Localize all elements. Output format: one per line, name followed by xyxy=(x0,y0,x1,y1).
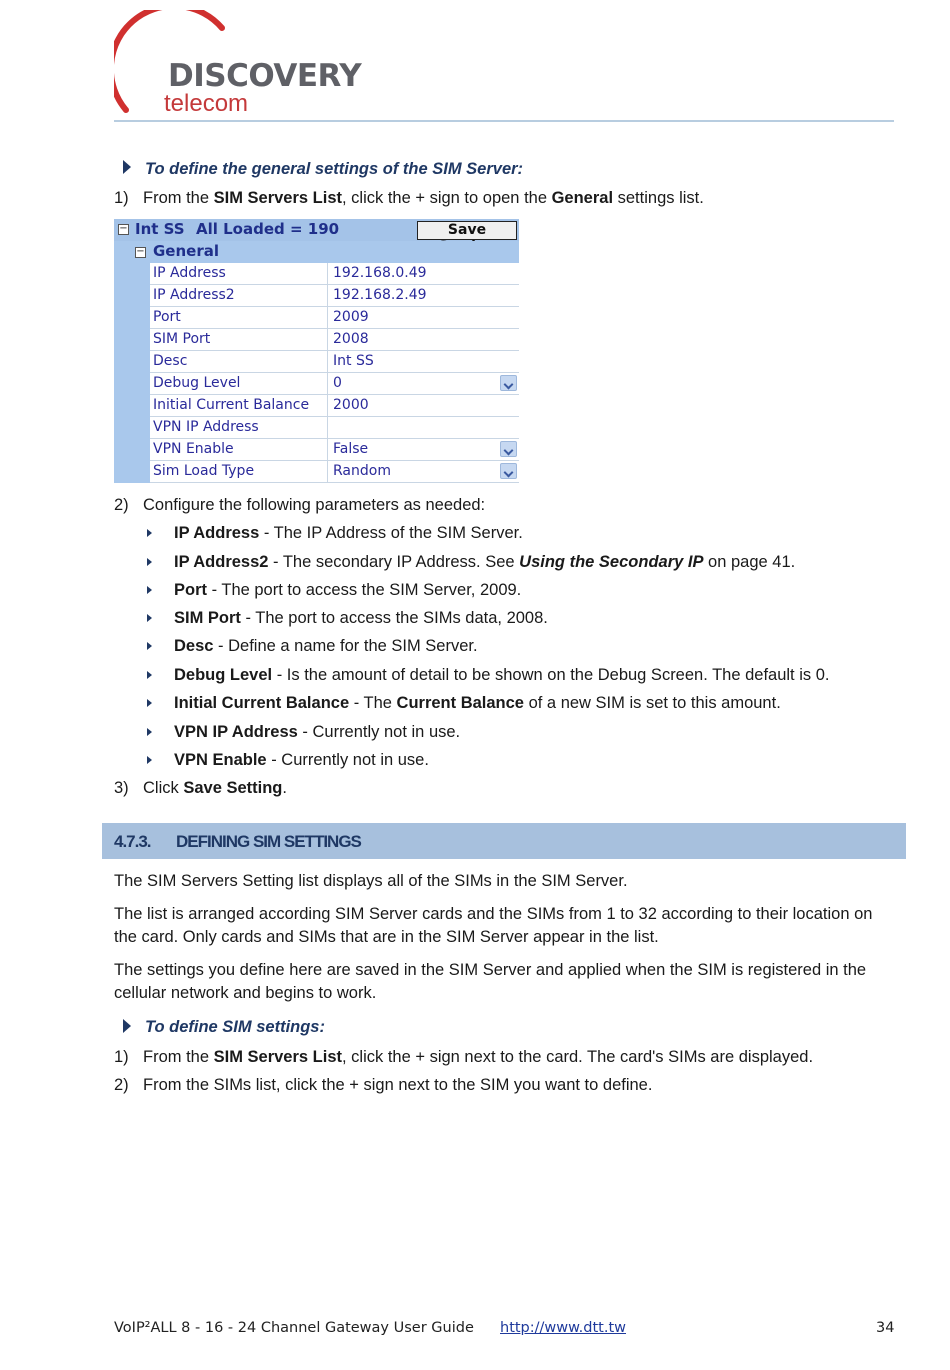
parameter-item xyxy=(174,579,521,601)
step-number: 1) xyxy=(114,1048,129,1066)
setting-value[interactable] xyxy=(328,263,519,284)
settings-row[interactable] xyxy=(150,351,519,373)
setting-name: VPN Enable xyxy=(150,439,328,460)
setting-value[interactable] xyxy=(328,417,519,438)
step-2 xyxy=(114,494,486,516)
setting-value[interactable] xyxy=(328,307,519,328)
step-text: , click the + sign to open the xyxy=(342,189,552,207)
logo-main-text: DISCOVERY xyxy=(168,58,362,94)
parameter-term: VPN Enable xyxy=(174,751,267,769)
parameter-term: IP Address xyxy=(174,524,260,542)
setting-value-text: 192.168.2.49 xyxy=(333,287,427,303)
step-bold-text: Save Setting xyxy=(183,779,283,797)
settings-row[interactable] xyxy=(150,285,519,307)
procedure-title: To define SIM settings: xyxy=(145,1018,325,1036)
group-label: General xyxy=(153,242,219,260)
setting-name: Desc xyxy=(150,351,328,372)
settings-row[interactable] xyxy=(150,461,519,483)
section-title: DEFINING SIM SETTINGS xyxy=(176,832,361,851)
parameter-item xyxy=(174,721,460,743)
setting-value[interactable] xyxy=(328,461,519,482)
setting-value[interactable] xyxy=(328,395,519,416)
parameter-term: SIM Port xyxy=(174,609,241,627)
setting-value-text: 2008 xyxy=(333,331,369,347)
step-number: 2) xyxy=(114,1076,129,1094)
procedure-arrow-icon xyxy=(123,1019,131,1033)
header-rule xyxy=(114,120,894,122)
setting-value-text: 0 xyxy=(333,375,342,391)
parameter-item xyxy=(174,635,478,657)
setting-name: Sim Load Type xyxy=(150,461,328,482)
parameter-desc: - The port to access the SIMs data, 2008. xyxy=(240,609,548,627)
step-number: 3) xyxy=(114,779,129,797)
save-setting-button[interactable]: Save xyxy=(417,221,517,240)
step-text: Click xyxy=(143,779,184,797)
parameter-desc: - Define a name for the SIM Server. xyxy=(213,637,478,655)
parameter-item xyxy=(174,664,829,686)
parameter-term: Port xyxy=(174,581,207,599)
footer-guide-title: VoIP²ALL 8 - 16 - 24 Channel Gateway User Guide xyxy=(114,1320,474,1336)
setting-name: Initial Current Balance xyxy=(150,395,328,416)
parameter-desc: of a new SIM is set to this amount. xyxy=(524,694,781,712)
cross-reference[interactable]: Using the Secondary IP xyxy=(519,553,704,571)
step-text: . xyxy=(282,779,287,797)
setting-value[interactable] xyxy=(328,439,519,460)
parameter-desc: - Currently not in use. xyxy=(266,751,429,769)
parameter-desc: - Currently not in use. xyxy=(297,723,461,741)
loaded-label: All Loaded = 190 xyxy=(196,220,340,238)
setting-value-text: Random xyxy=(333,463,391,479)
settings-row[interactable] xyxy=(150,263,519,285)
paragraph: The list is arranged according SIM Server cards and the SIMs from 1 to 32 according to their location on the card. Only cards and SIMs that are in the SIM Server appear in the list. xyxy=(114,905,873,946)
settings-row[interactable] xyxy=(150,307,519,329)
parameter-item xyxy=(174,551,795,573)
step-number: 1) xyxy=(114,189,129,207)
parameter-desc: - Is the amount of detail to be shown on the Debug Screen. The default is 0. xyxy=(272,666,830,684)
setting-value[interactable] xyxy=(328,373,519,394)
settings-row[interactable] xyxy=(150,329,519,351)
step-1 xyxy=(114,1046,814,1068)
parameter-desc: - The IP Address of the SIM Server. xyxy=(259,524,523,542)
page-number: 34 xyxy=(876,1320,895,1336)
setting-value[interactable] xyxy=(328,329,519,350)
chevron-down-icon[interactable] xyxy=(500,441,517,457)
settings-panel xyxy=(114,219,519,483)
setting-name: Port xyxy=(150,307,328,328)
step-bold-text: SIM Servers List xyxy=(213,189,342,207)
bullet-arrow-icon xyxy=(147,529,152,537)
parameter-term: VPN IP Address xyxy=(174,723,298,741)
bullet-arrow-icon xyxy=(147,586,152,594)
logo-sub-text: telecom xyxy=(164,90,249,117)
step-text: From the xyxy=(143,1048,214,1066)
parameter-term: IP Address2 xyxy=(174,553,269,571)
parameter-desc: - The secondary IP Address. See xyxy=(268,553,520,571)
setting-name: IP Address xyxy=(150,263,328,284)
footer-link[interactable]: http://www.dtt.tw xyxy=(500,1320,627,1336)
procedure-title: To define the general settings of the SIM Server: xyxy=(145,160,524,178)
collapse-icon[interactable]: − xyxy=(119,223,128,234)
parameter-item xyxy=(174,607,548,629)
procedure-arrow-icon xyxy=(123,160,131,174)
step-3 xyxy=(114,777,287,799)
bullet-arrow-icon xyxy=(147,699,152,707)
bullet-arrow-icon xyxy=(147,728,152,736)
step-1 xyxy=(114,187,704,209)
group-row xyxy=(114,241,519,263)
parameter-term: Initial Current Balance xyxy=(174,694,350,712)
bullet-arrow-icon xyxy=(147,558,152,566)
setting-name: SIM Port xyxy=(150,329,328,350)
parameter-item xyxy=(174,749,429,771)
parameter-item xyxy=(174,522,523,544)
setting-name: IP Address2 xyxy=(150,285,328,306)
parameter-desc: - The xyxy=(349,694,397,712)
step-text: Configure the following parameters as needed: xyxy=(143,496,486,514)
step-text: settings list. xyxy=(613,189,704,207)
settings-row[interactable] xyxy=(150,395,519,417)
step-text: , click the + sign next to the card. The card's SIMs are displayed. xyxy=(342,1048,814,1066)
setting-name: VPN IP Address xyxy=(150,417,328,438)
setting-value[interactable] xyxy=(328,285,519,306)
step-text: From the xyxy=(143,189,214,207)
panel-header xyxy=(114,219,519,241)
setting-value-text: 2000 xyxy=(333,397,369,413)
step-number: 2) xyxy=(114,496,129,514)
setting-value-text: 2009 xyxy=(333,309,369,325)
parameter-term: Desc xyxy=(174,637,214,655)
section-heading xyxy=(102,823,906,859)
parameter-item xyxy=(174,692,781,714)
bullet-arrow-icon xyxy=(147,756,152,764)
setting-value-text: False xyxy=(333,441,369,457)
bullet-arrow-icon xyxy=(147,671,152,679)
section-number: 4.7.3. xyxy=(114,832,151,851)
parameter-term: Debug Level xyxy=(174,666,273,684)
step-bold-text: General xyxy=(551,189,614,207)
settings-row[interactable] xyxy=(150,373,519,395)
paragraph: The settings you define here are saved in the SIM Server and applied when the SIM is registered in the cellular network and begins to work. xyxy=(114,961,867,1002)
setting-name: Debug Level xyxy=(150,373,328,394)
parameter-desc: on page 41. xyxy=(703,553,796,571)
settings-rows xyxy=(150,263,519,483)
parameter-desc: - The port to access the SIM Server, 2009. xyxy=(207,581,522,599)
bullet-arrow-icon xyxy=(147,642,152,650)
chevron-down-icon[interactable] xyxy=(500,463,517,479)
settings-row[interactable] xyxy=(150,439,519,461)
bullet-arrow-icon xyxy=(147,614,152,622)
setting-value[interactable] xyxy=(328,351,519,372)
collapse-icon[interactable]: − xyxy=(136,246,145,257)
server-label: Int SS xyxy=(135,220,185,238)
parameter-bold-text: Current Balance xyxy=(396,694,524,712)
setting-value-text: Int SS xyxy=(333,353,374,369)
step-text: From the SIMs list, click the + sign next to the SIM you want to define. xyxy=(143,1076,653,1094)
settings-row[interactable] xyxy=(150,417,519,439)
step-2 xyxy=(114,1074,653,1096)
paragraph: The SIM Servers Setting list displays all of the SIMs in the SIM Server. xyxy=(114,872,628,890)
setting-value-text: 192.168.0.49 xyxy=(333,265,427,281)
step-bold-text: SIM Servers List xyxy=(213,1048,342,1066)
chevron-down-icon[interactable] xyxy=(500,375,517,391)
